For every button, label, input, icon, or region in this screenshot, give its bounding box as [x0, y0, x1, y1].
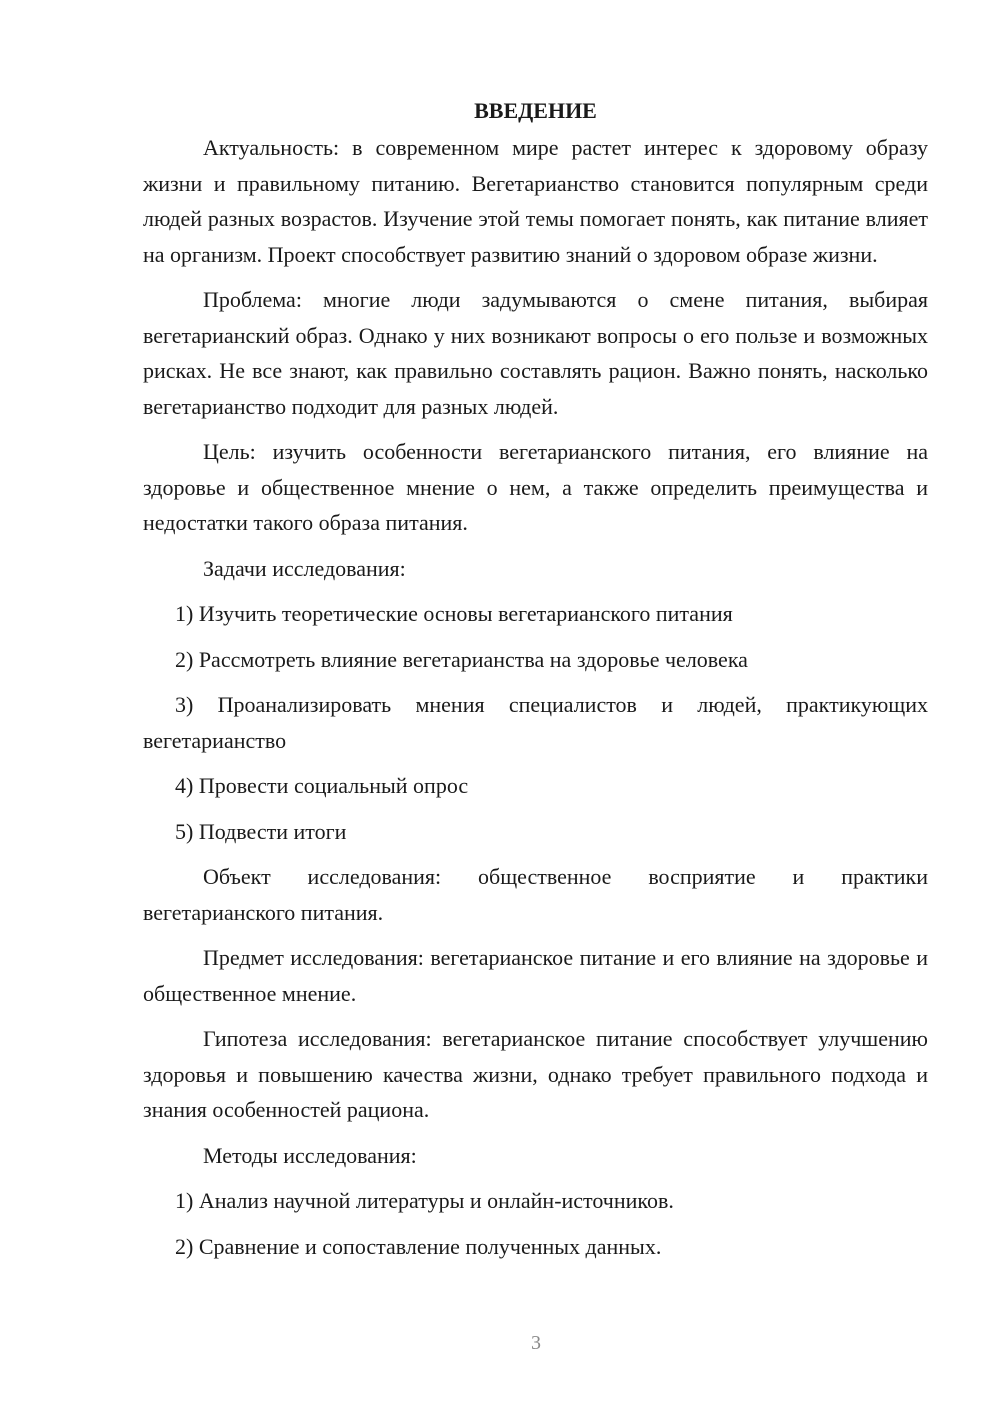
list-item: 1) Анализ научной литературы и онлайн-источников. [175, 1188, 674, 1213]
paragraph-object: Объект исследования: общественное восприятие и практики вегетарианского питания. [143, 864, 928, 925]
paragraph-goal: Цель: изучить особенности вегетарианского питания, его влияние на здоровье и общественное мнение о нем, а также определить преимущества и недостатки такого образа питания. [143, 439, 928, 535]
list-item: 3) Проанализировать мнения специалистов и людей, практикующих вегетарианство [143, 692, 928, 753]
list-item: 4) Провести социальный опрос [175, 773, 469, 798]
paragraph-subject: Предмет исследования: вегетарианское питание и его влияние на здоровье и общественное мнение. [143, 945, 928, 1006]
methods-list [143, 1183, 928, 1264]
section-title: ВВЕДЕНИЕ [474, 98, 597, 123]
list-item: 1) Изучить теоретические основы вегетарианского питания [175, 601, 733, 626]
list-item: 5) Подвести итоги [175, 818, 347, 844]
paragraph-problem: Проблема: многие люди задумываются о смене питания, выбирая вегетарианский образ. Однако у них возникают вопросы о его пользе и возможных рисках. Не все знают, как правильно составлять рацион. Важно понять, насколько вегетарианство подходит для разных людей. [143, 287, 928, 419]
tasks-heading: Задачи исследования: [203, 555, 406, 581]
tasks-list [143, 596, 928, 849]
list-item: 2) Сравнение и сопоставление полученных данных. [175, 1233, 662, 1259]
paragraph-hypothesis: Гипотеза исследования: вегетарианское питание способствует улучшению здоровья и повышению качества жизни, однако требует правильного подхода и знания особенностей рациона. [143, 1026, 928, 1122]
page-number: 3 [531, 1332, 541, 1354]
methods-heading: Методы исследования: [203, 1142, 417, 1168]
list-item: 2) Рассмотреть влияние вегетарианства на здоровье человека [175, 646, 748, 672]
page-content [143, 93, 928, 1274]
paragraph-relevance: Актуальность: в современном мире растет интерес к здоровому образу жизни и правильному питанию. Вегетарианство становится популярным среди людей разных возрастов. Изучение этой темы помогает понять, как питание влияет на организм. Проект способствует развитию знаний о здоровом образе жизни. [143, 135, 928, 267]
